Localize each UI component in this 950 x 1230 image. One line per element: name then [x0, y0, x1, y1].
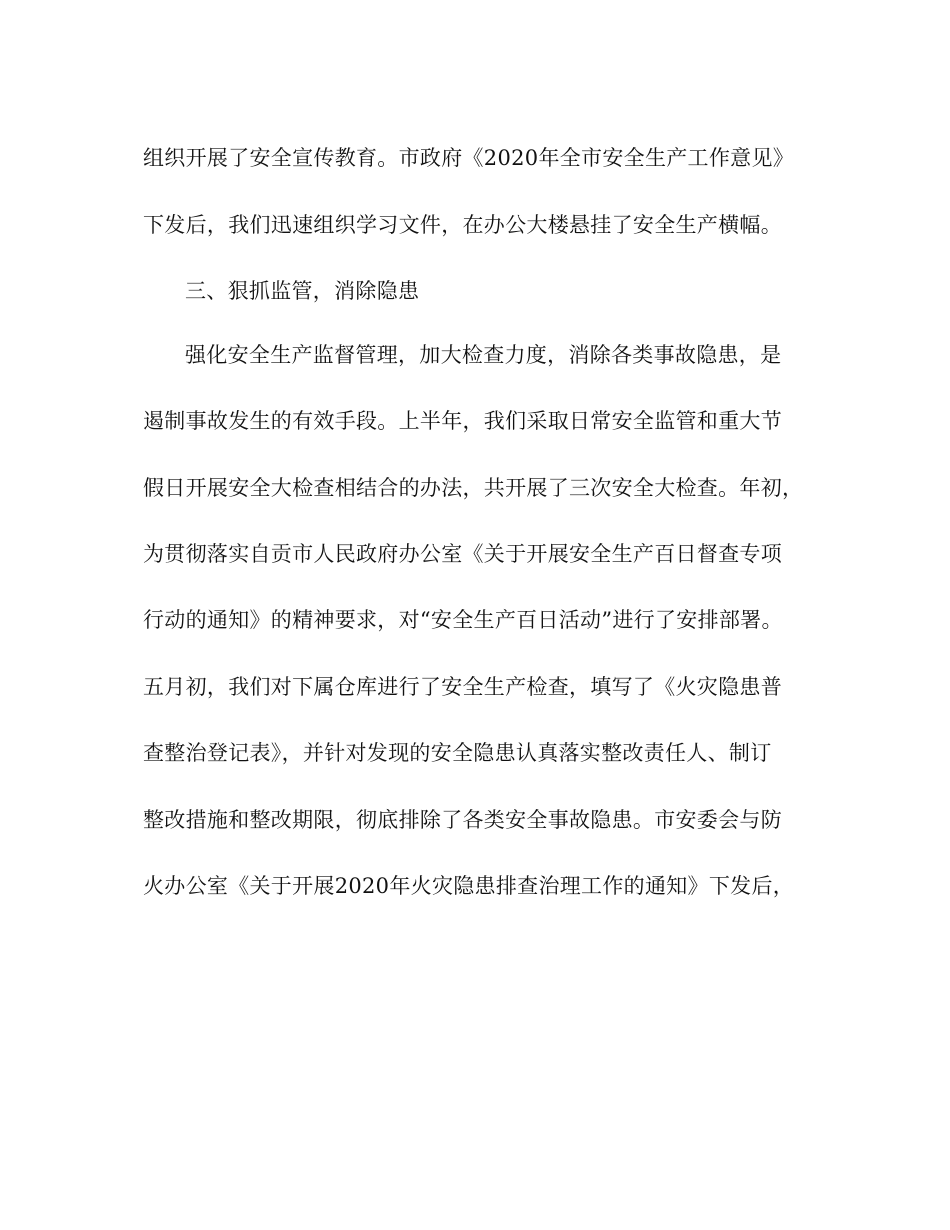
paragraph-line-2: 下发后，我们迅速组织学习文件，在办公大楼悬挂了安全生产横幅。 [143, 213, 782, 237]
paragraph-line-1: 组织开展了安全宣传教育。市政府《2020年全市安全生产工作意见》 [143, 146, 795, 170]
paragraph-line-11: 火办公室《关于开展2020年火灾隐患排查治理工作的通知》下发后， [143, 874, 795, 898]
paragraph-line-9: 查整治登记表》，并针对发现的安全隐患认真落实整改责任人、制订 [143, 741, 772, 765]
section-heading: 三、狠抓监管，消除隐患 [185, 279, 420, 303]
paragraph-line-4: 遏制事故发生的有效手段。上半年，我们采取日常安全监管和重大节 [143, 409, 782, 433]
paragraph-line-7: 行动的通知》的精神要求，对“安全生产百日活动”进行了安排部署。 [143, 608, 783, 632]
paragraph-line-5: 假日开展安全大检查相结合的办法，共开展了三次安全大检查。年初， [143, 476, 804, 500]
paragraph-line-8: 五月初，我们对下属仓库进行了安全生产检查，填写了《火灾隐患普 [143, 675, 782, 699]
paragraph-line-10: 整改措施和整改期限，彻底排除了各类安全事故隐患。市安委会与防 [143, 808, 782, 832]
paragraph-line-6: 为贯彻落实自贡市人民政府办公室《关于开展安全生产百日督查专项 [143, 542, 782, 566]
paragraph-line-3: 强化安全生产监督管理，加大检查力度，消除各类事故隐患，是 [185, 343, 782, 367]
